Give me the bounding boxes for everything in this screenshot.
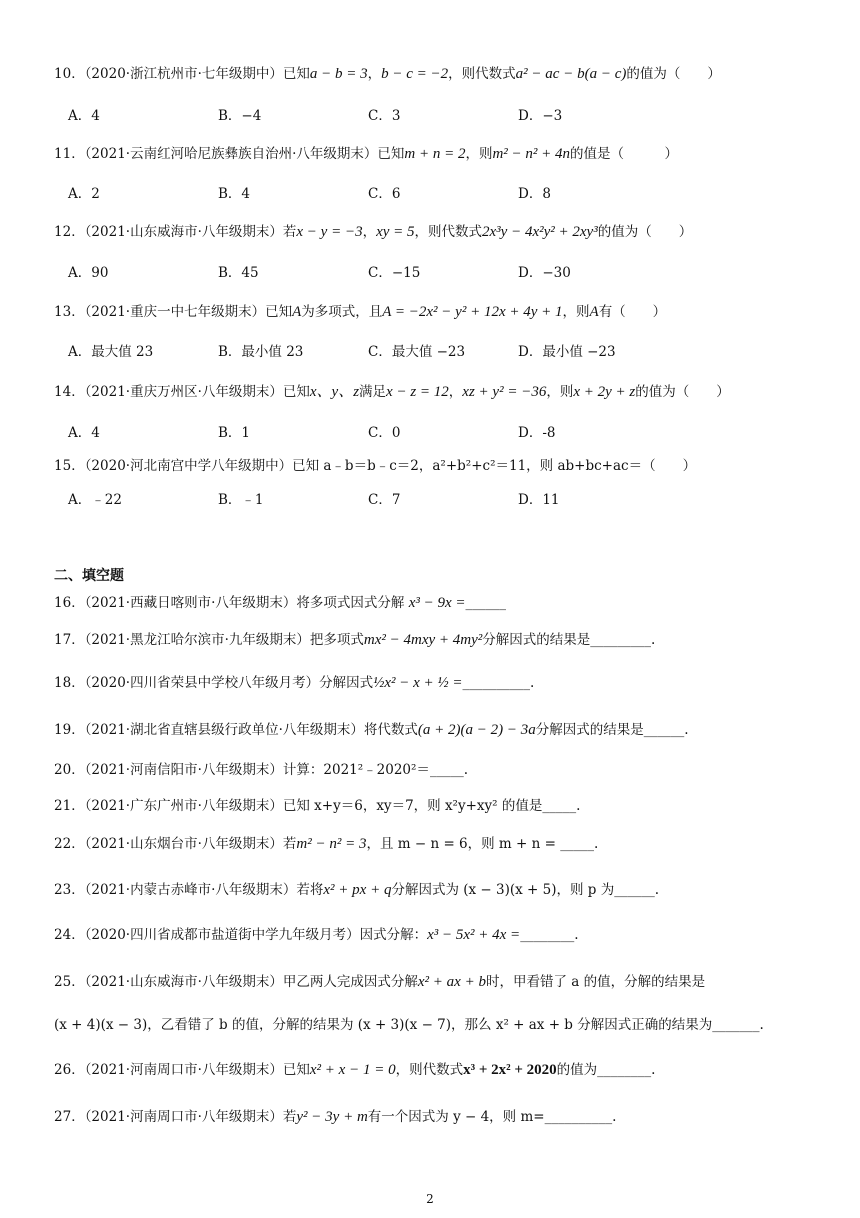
question-26: 26．（2021·河南周口市·八年级期末）已知x² + x − 1 = 0，则代数式x³ + 2x² + 2020的值为________. xyxy=(54,1062,656,1078)
option: B．4 xyxy=(218,186,251,202)
option: A．4 xyxy=(68,108,100,124)
option: B．1 xyxy=(218,425,251,441)
question-27: 27．（2021·河南周口市·八年级期末）若y² − 3y + m有一个因式为 y − 4，则 m=__________. xyxy=(54,1109,617,1125)
option: B．﹣1 xyxy=(218,492,264,508)
option: A．最大值 23 xyxy=(68,344,154,360)
option: C．6 xyxy=(368,186,401,202)
question-15: 15．（2020·河北南宫中学八年级期中）已知 a﹣b＝b﹣c＝2，a²+b²+c²＝11，则 ab+bc+ac＝（ ） xyxy=(54,458,697,474)
options-12 xyxy=(68,263,668,283)
options-11 xyxy=(68,184,668,204)
question-19: 19．（2021·湖北省直辖县级行政单位·八年级期末）将代数式(a + 2)(a − 2) − 3a分解因式的结果是______. xyxy=(54,722,689,738)
options-10 xyxy=(68,106,668,126)
question-25: 25．（2021·山东威海市·八年级期末）甲乙两人完成因式分解x² + ax + b时，甲看错了 a 的值，分解的结果是 xyxy=(54,974,706,990)
option: A．﹣22 xyxy=(68,492,122,508)
option: D．−30 xyxy=(518,265,571,281)
options-13 xyxy=(68,342,668,362)
question-22: 22．（2021·山东烟台市·八年级期末）若m² − n² = 3，且 m − n = 6，则 m + n = _____. xyxy=(54,836,599,852)
question-16: 16．（2021·西藏日喀则市·八年级期末）将多项式因式分解 x³ − 9x =______ xyxy=(54,595,506,611)
option: C．0 xyxy=(368,425,401,441)
option: A．2 xyxy=(68,186,100,202)
question-23: 23．（2021·内蒙古赤峰市·八年级期末）若将x² + px + q分解因式为 (x − 3)(x + 5)，则 p 为______. xyxy=(54,882,660,898)
option: C．7 xyxy=(368,492,401,508)
question-11: 11．（2021·云南红河哈尼族彝族自治州·八年级期末）已知m + n = 2，则m² − n² + 4n的值是（ ） xyxy=(54,146,679,162)
question-20: 20．（2021·河南信阳市·八年级期末）计算：2021²﹣2020²＝_____. xyxy=(54,762,468,778)
option: D．−3 xyxy=(518,108,563,124)
question-24: 24．（2020·四川省成都市盐道街中学九年级月考）因式分解：x³ − 5x² + 4x =________. xyxy=(54,927,579,943)
option: B．−4 xyxy=(218,108,262,124)
option: D．-8 xyxy=(518,425,556,441)
option: D．11 xyxy=(518,492,560,508)
question-14: 14．（2021·重庆万州区·八年级期末）已知x、y、z满足x − z = 12，xz + y² = −36，则x + 2y + z的值为（ ） xyxy=(54,384,730,400)
question-12: 12．（2021·山东威海市·八年级期末）若x − y = −3，xy = 5，则代数式2x³y − 4x²y² + 2xy³的值为（ ） xyxy=(54,224,693,240)
option: C．−15 xyxy=(368,265,421,281)
question-18: 18．（2020·四川省荣县中学校八年级月考）分解因式½x² − x + ½ =__________. xyxy=(54,675,535,691)
option: B．45 xyxy=(218,265,259,281)
option: A．90 xyxy=(68,265,109,281)
question-13: 13．（2021·重庆一中七年级期末）已知A为多项式，且A = −2x² − y² + 12x + 4y + 1，则A有（ ） xyxy=(54,304,667,320)
question-10: 10．（2020·浙江杭州市·七年级期中）已知a − b = 3，b − c = −2，则代数式a² − ac − b(a − c)的值为（ ） xyxy=(54,66,721,82)
page-number: 2 xyxy=(426,1192,434,1206)
options-14 xyxy=(68,423,668,443)
option: A．4 xyxy=(68,425,100,441)
option: D．最小值 −23 xyxy=(518,344,616,360)
option: C．最大值 −23 xyxy=(368,344,466,360)
section-title: 二、填空题 xyxy=(54,568,124,584)
option: D．8 xyxy=(518,186,551,202)
option: C．3 xyxy=(368,108,401,124)
question-17: 17．（2021·黑龙江哈尔滨市·九年级期末）把多项式mx² − 4mxy + 4my²分解因式的结果是_________. xyxy=(54,632,656,648)
question-25-line2: (x + 4)(x − 3)，乙看错了 b 的值，分解的结果为 (x + 3)(x − 7)，那么 x² + ax + b 分解因式正确的结果为_______. xyxy=(54,1017,764,1033)
options-15 xyxy=(68,490,668,510)
question-21: 21．（2021·广东广州市·八年级期末）已知 x+y＝6，xy＝7，则 x²y+xy² 的值是_____. xyxy=(54,798,581,814)
option: B．最小值 23 xyxy=(218,344,304,360)
